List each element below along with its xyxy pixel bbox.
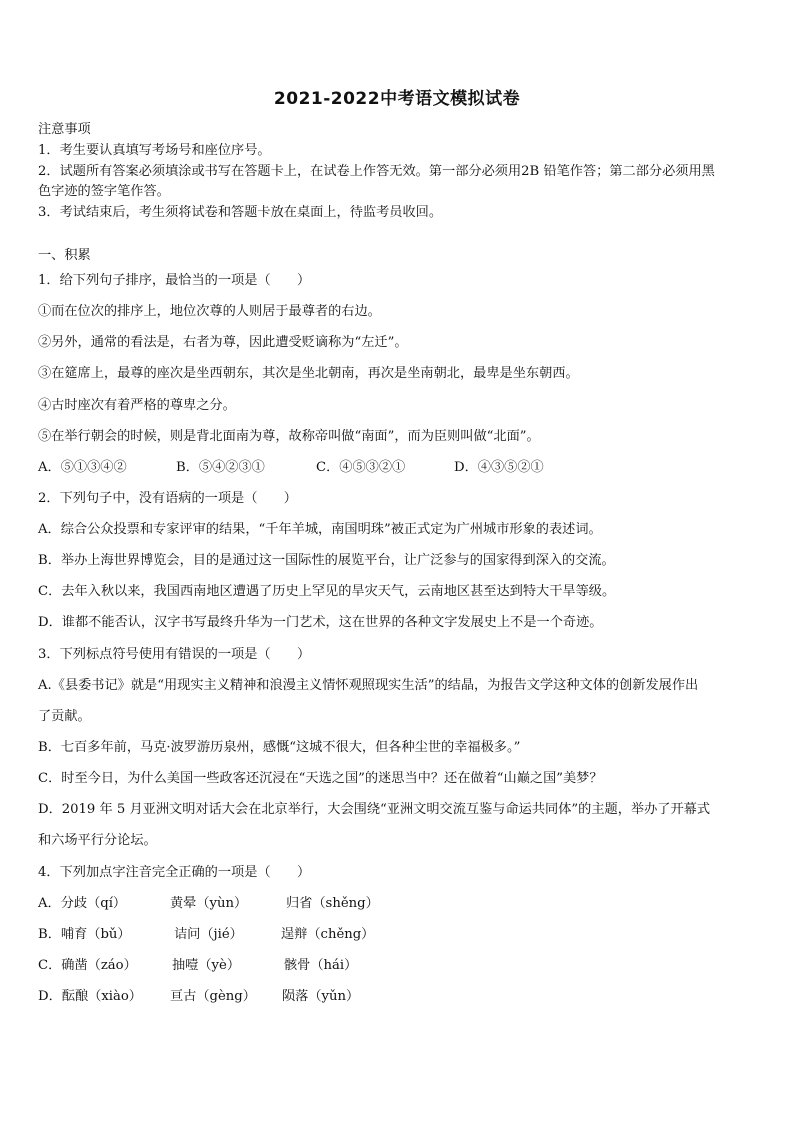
pinyin-item: 陨落（yǔn）: [282, 989, 360, 1004]
pinyin-item: D．酝酿（xiào）: [38, 989, 142, 1004]
pinyin-item: 抽噎（yè）: [172, 958, 241, 973]
option-line: D．2019 年 5 月亚洲文明对话大会在北京举行，大会围绕“亚洲文明交流互鉴与命运共同体”的主题，举办了开幕式: [38, 802, 711, 817]
pinyin-item: 黄晕（yùn）: [170, 896, 248, 911]
option-line: 和六场平行分论坛。: [38, 833, 157, 848]
note-item: 2．试题所有答案必须填涂或书写在答题卡上，在试卷上作答无效。第一部分必须用2B 铅笔作答；第二部分必须用黑: [38, 164, 715, 179]
option-c: C．去年入秋以来，我国西南地区遭遇了历史上罕见的旱灾天气，云南地区甚至达到特大干旱等级。: [38, 584, 616, 599]
question-stem: 2．下列句子中，没有语病的一项是（ ）: [38, 491, 297, 506]
note-item: 1．考生要认真填写考场号和座位序号。: [38, 143, 271, 158]
pinyin-item: A．分歧（qí）: [38, 896, 127, 911]
pinyin-item: 逞辩（chěng）: [281, 927, 375, 942]
option-a: A．综合公众投票和专家评审的结果，“千年羊城，南国明珠”被正式定为广州城市形象的表述词。: [38, 522, 602, 537]
pinyin-item: B．哺育（bǔ）: [38, 927, 131, 942]
question-stem: 4．下列加点字注音完全正确的一项是（ ）: [38, 865, 311, 880]
pinyin-item: 亘古（gèng）: [170, 989, 256, 1004]
option-line: A.《县委书记》就是“用现实主义精神和浪漫主义情怀观照现实生活”的结晶，为报告文学这种文体的创新发展作出: [38, 678, 699, 693]
sentence-item: ①而在位次的排序上，地位次尊的人则居于最尊者的右边。: [38, 304, 381, 319]
option-b: B．⑤④②③①: [176, 460, 265, 475]
pinyin-item: 诘问（jié）: [174, 927, 243, 942]
q1-options: [38, 458, 762, 478]
sentence-item: ③在筵席上，最尊的座次是坐西朝东，其次是坐北朝南，再次是坐南朝北，最卑是坐东朝西。: [38, 366, 579, 381]
option-d: D．④③⑤②①: [454, 460, 544, 475]
sentence-item: ④古时座次有着严格的尊卑之分。: [38, 398, 236, 413]
option-d: D．谁都不能否认，汉字书写最终升华为一门艺术，这在世界的各种文字发展史上不是一个奇迹。: [38, 615, 603, 630]
pinyin-item: 归省（shěng）: [286, 896, 379, 911]
pinyin-row: [38, 925, 762, 945]
pinyin-item: 骸骨（hái）: [284, 958, 358, 973]
note-item: 色字迹的签字笔作答。: [38, 184, 170, 199]
page-title: 2021-2022中考语文模拟试卷: [273, 89, 521, 109]
pinyin-row: [38, 894, 762, 914]
option-line: C．时至今日，为什么美国一些政客还沉浸在“天选之国”的迷思当中？还在做着“山巅之国”美梦？: [38, 771, 603, 786]
section-heading: 一、积累: [38, 248, 91, 263]
option-b: B．举办上海世界博览会，目的是通过这一国际性的展览平台，让广泛参与的国家得到深入的交流。: [38, 553, 615, 568]
option-c: C．④⑤③②①: [316, 460, 406, 475]
pinyin-item: C．确凿（záo）: [38, 958, 137, 973]
notes-heading: 注意事项: [38, 122, 91, 137]
pinyin-row: [38, 956, 762, 976]
option-a: A．⑤①③④②: [38, 460, 127, 475]
option-line: 了贡献。: [38, 709, 91, 724]
sentence-item: ⑤在举行朝会的时候，则是背北面南为尊，故称帝叫做“南面”，而为臣则叫做“北面”。: [38, 429, 540, 444]
question-stem: 1．给下列句子排序，最恰当的一项是（ ）: [38, 273, 311, 288]
sentence-item: ②另外，通常的看法是，右者为尊，因此遭受贬谪称为“左迁”。: [38, 335, 408, 350]
pinyin-row: [38, 987, 762, 1007]
question-stem: 3．下列标点符号使用有错误的一项是（ ）: [38, 647, 311, 662]
option-line: B．七百多年前，马克·波罗游历泉州，感慨“这城不很大，但各种尘世的幸福极多。”: [38, 740, 521, 755]
note-item: 3．考试结束后，考生须将试卷和答题卡放在桌面上，待监考员收回。: [38, 205, 443, 220]
